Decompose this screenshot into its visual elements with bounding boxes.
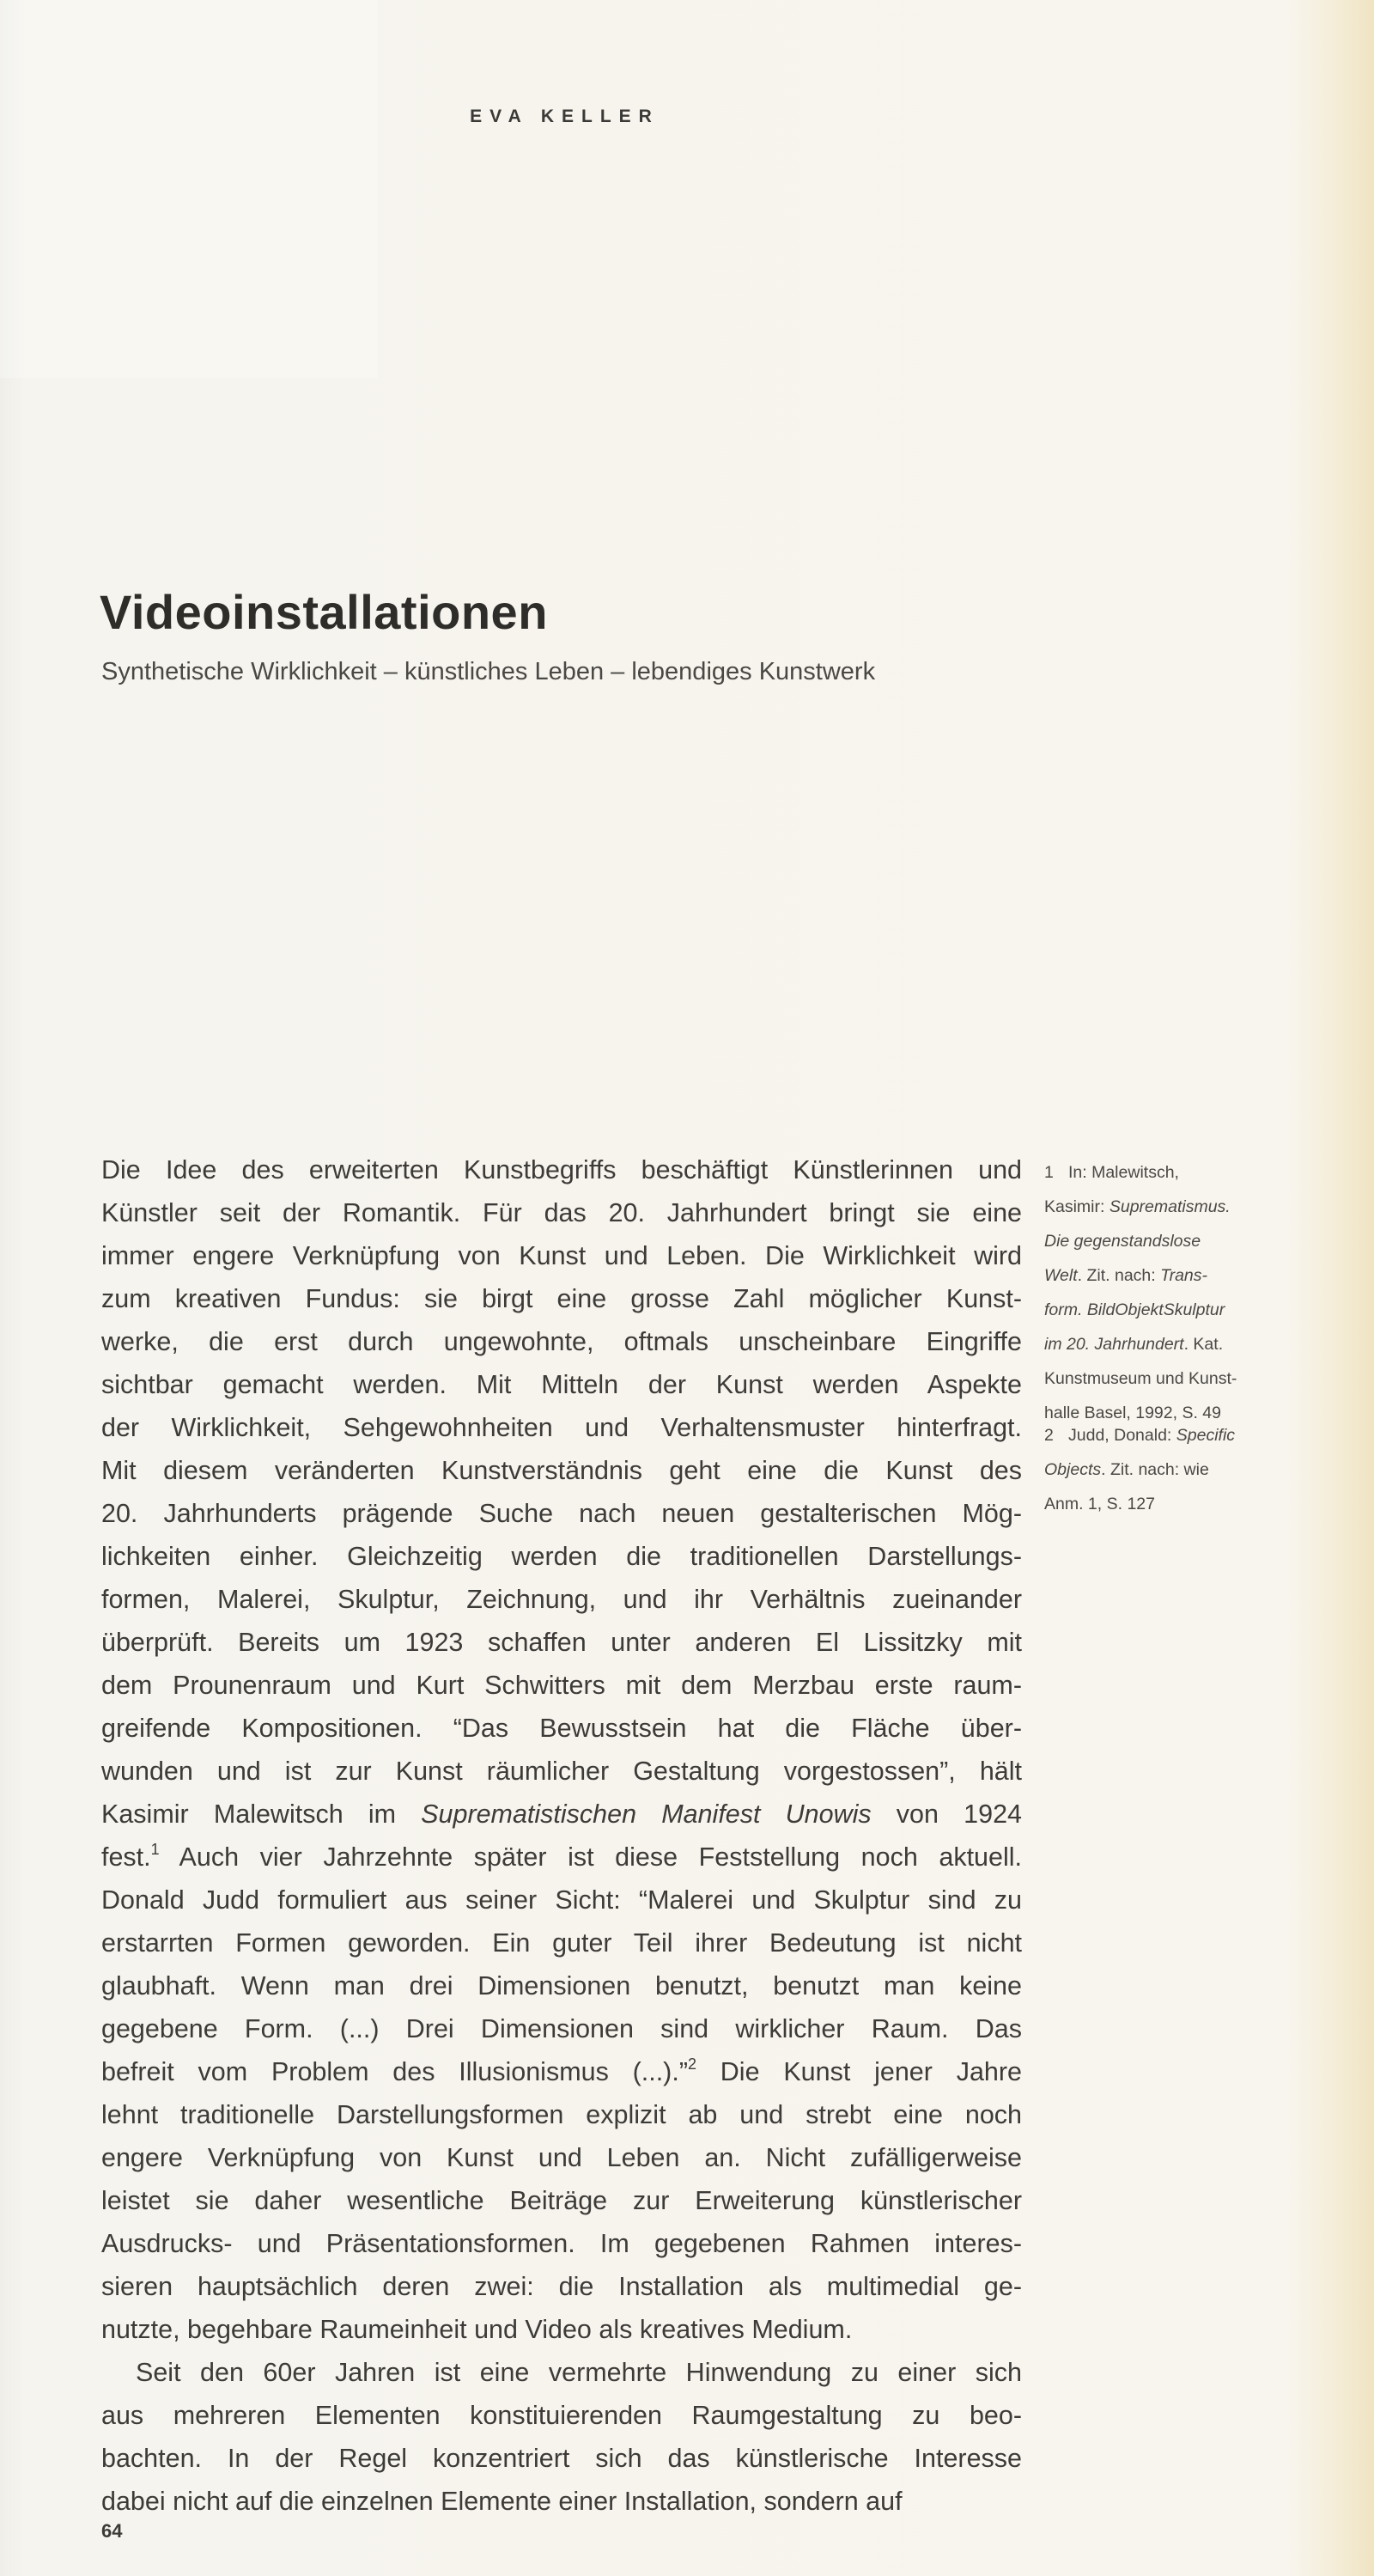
text-segment: bachten. In der Regel konzentriert sich das künstlerische Interesse	[101, 2444, 1022, 2473]
text-segment: Kasimir Malewitsch im	[101, 1800, 422, 1829]
footnote-line	[1044, 1327, 1362, 1361]
text-segment: werke, die erst durch ungewohnte, oftmals unscheinbare Eingriffe	[101, 1327, 1022, 1356]
italic-text: Objects	[1044, 1460, 1102, 1479]
text-segment: Künstler seit der Romantik. Für das 20. Jahrhundert bringt sie eine	[101, 1198, 1022, 1227]
body-line	[101, 1191, 1022, 1234]
text-segment: . Kat.	[1183, 1335, 1224, 1354]
body-line	[101, 2050, 1022, 2093]
text-segment: von 1924	[871, 1800, 1022, 1829]
footnote-line	[1044, 1258, 1362, 1293]
body-line	[101, 1406, 1022, 1449]
body-line	[101, 2437, 1022, 2480]
body-line	[101, 1621, 1022, 1664]
text-segment: formen, Malerei, Skulptur, Zeichnung, und ihr Verhältnis zueinander	[101, 1585, 1022, 1614]
text-segment: aus mehreren Elementen konstituierenden Raumgestaltung zu beo-	[101, 2401, 1022, 2430]
body-line	[101, 1234, 1022, 1277]
text-segment: gegebene Form. (...) Drei Dimensionen sind wirklicher Raum. Das	[101, 2014, 1022, 2043]
footnote-1	[1044, 1155, 1362, 1430]
scan-shading	[0, 0, 378, 378]
text-segment: Anm. 1, S. 127	[1044, 1495, 1155, 1513]
italic-text: Trans-	[1160, 1266, 1208, 1285]
article-subtitle: Synthetische Wirklichkeit – künstliches Leben – lebendiges Kunstwerk	[101, 658, 876, 685]
text-segment: . Zit. nach:	[1077, 1266, 1161, 1285]
text-segment: dabei nicht auf die einzelnen Elemente einer Installation, sondern auf	[101, 2487, 903, 2516]
article-title: Videoinstallationen	[100, 585, 548, 639]
text-segment: zum kreativen Fundus: sie birgt eine grosse Zahl möglicher Kunst-	[101, 1284, 1022, 1313]
text-segment: In: Malewitsch,	[1068, 1163, 1179, 1182]
text-segment: sichtbar gemacht werden. Mit Mitteln der Kunst werden Aspekte	[101, 1370, 1022, 1399]
text-segment: glaubhaft. Wenn man drei Dimensionen benutzt, benutzt man keine	[101, 1971, 1022, 2001]
footnote-line	[1044, 1452, 1362, 1487]
text-segment: Donald Judd formuliert aus seiner Sicht: “Malerei und Skulptur sind zu	[101, 1885, 1022, 1915]
text-segment: Seit den 60er Jahren ist eine vermehrte Hinwendung zu einer sich	[136, 2358, 1022, 2387]
italic-text: Die gegenstandslose	[1044, 1232, 1201, 1251]
text-segment: Ausdrucks- und Präsentationsformen. Im gegebenen Rahmen interes-	[101, 2229, 1022, 2258]
body-line	[101, 1578, 1022, 1621]
text-segment: lichkeiten einher. Gleichzeitig werden die traditionellen Darstellungs-	[101, 1542, 1022, 1571]
body-line	[101, 2222, 1022, 2265]
body-line	[101, 2308, 1022, 2351]
footnote-2	[1044, 1418, 1362, 1521]
text-segment: fest.	[101, 1842, 151, 1872]
footnote-line	[1044, 1190, 1362, 1224]
body-line	[101, 1707, 1022, 1750]
text-segment: der Wirklichkeit, Sehgewohnheiten und Verhaltensmuster hinterfragt.	[101, 1413, 1022, 1442]
text-segment: Mit diesem veränderten Kunstverständnis geht eine die Kunst des	[101, 1456, 1022, 1485]
text-segment: befreit vom Problem des Illusionismus (...).”	[101, 2057, 688, 2086]
text-segment: Die Idee des erweiterten Kunstbegriffs beschäftigt Künstlerinnen und	[101, 1155, 1022, 1184]
body-line	[101, 1363, 1022, 1406]
text-segment: lehnt traditionelle Darstellungsformen explizit ab und strebt eine noch	[101, 2100, 1022, 2129]
text-segment: leistet sie daher wesentliche Beiträge zur Erweiterung künstlerischer	[101, 2186, 1022, 2215]
text-segment: . Zit. nach: wie	[1101, 1460, 1209, 1479]
body-line	[101, 2480, 1022, 2523]
body-line	[101, 2351, 1022, 2394]
footnote-reference: 1	[150, 1841, 160, 1858]
body-text	[101, 1148, 1022, 2523]
body-line	[101, 1664, 1022, 1707]
italic-text: Suprematismus.	[1109, 1197, 1231, 1216]
text-segment: Kasimir:	[1044, 1197, 1110, 1216]
text-segment: immer engere Verknüpfung von Kunst und Leben. Die Wirklichkeit wird	[101, 1241, 1022, 1270]
body-line	[101, 1449, 1022, 1492]
text-segment: engere Verknüpfung von Kunst und Leben an. Nicht zufälligerweise	[101, 2143, 1022, 2172]
footnote-line	[1044, 1418, 1362, 1452]
body-line	[101, 1964, 1022, 2007]
italic-text: form. BildObjektSkulptur	[1044, 1300, 1225, 1319]
italic-text: Suprematistischen Manifest Unowis	[421, 1800, 872, 1829]
italic-text: im 20. Jahrhundert	[1044, 1335, 1184, 1354]
footnote-line	[1044, 1487, 1362, 1521]
text-segment: nutzte, begehbare Raumeinheit und Video als kreatives Medium.	[101, 2315, 853, 2344]
footnote-line	[1044, 1155, 1362, 1190]
body-line	[101, 1277, 1022, 1320]
body-line	[101, 1320, 1022, 1363]
text-segment: erstarrten Formen geworden. Ein guter Teil ihrer Bedeutung ist nicht	[101, 1928, 1022, 1958]
footnote-line	[1044, 1361, 1362, 1396]
text-segment: wunden und ist zur Kunst räumlicher Gestaltung vorgestossen”, hält	[101, 1757, 1022, 1786]
italic-text: Specific	[1176, 1426, 1236, 1445]
body-line	[101, 1492, 1022, 1535]
text-segment: halle Basel, 1992, S. 49	[1044, 1404, 1221, 1422]
text-segment: Kunstmuseum und Kunst-	[1044, 1369, 1237, 1388]
body-line	[101, 1836, 1022, 1879]
page-number: 64	[101, 2520, 123, 2542]
body-line	[101, 1793, 1022, 1836]
body-line	[101, 2136, 1022, 2179]
text-segment: Die Kunst jener Jahre	[696, 2057, 1022, 2086]
text-segment: überprüft. Bereits um 1923 schaffen unter anderen El Lissitzky mit	[101, 1628, 1022, 1657]
body-line	[101, 1879, 1022, 1921]
text-segment: dem Prounenraum und Kurt Schwitters mit dem Merzbau erste raum-	[101, 1671, 1022, 1700]
body-line	[101, 1535, 1022, 1578]
running-head-author: EVA KELLER	[470, 107, 660, 126]
italic-text: Welt	[1044, 1266, 1078, 1285]
body-line	[101, 2179, 1022, 2222]
body-line	[101, 2007, 1022, 2050]
text-segment: Auch vier Jahrzehnte später ist diese Feststellung noch aktuell.	[159, 1842, 1022, 1872]
body-line	[101, 2265, 1022, 2308]
text-segment: sieren hauptsächlich deren zwei: die Installation als multimedial ge-	[101, 2272, 1022, 2301]
body-line	[101, 1750, 1022, 1793]
body-line	[101, 1921, 1022, 1964]
body-line	[101, 2394, 1022, 2437]
text-segment: greifende Kompositionen. “Das Bewusstsein hat die Fläche über-	[101, 1714, 1022, 1743]
footnote-number: 1	[1044, 1163, 1054, 1182]
footnote-line	[1044, 1293, 1362, 1327]
text-segment: Judd, Donald:	[1068, 1426, 1176, 1445]
body-line	[101, 2093, 1022, 2136]
footnote-reference: 2	[687, 2055, 696, 2073]
body-line	[101, 1148, 1022, 1191]
footnote-line	[1044, 1224, 1362, 1258]
footnote-number: 2	[1044, 1426, 1054, 1445]
text-segment: 20. Jahrhunderts prägende Suche nach neuen gestalterischen Mög-	[101, 1499, 1022, 1528]
